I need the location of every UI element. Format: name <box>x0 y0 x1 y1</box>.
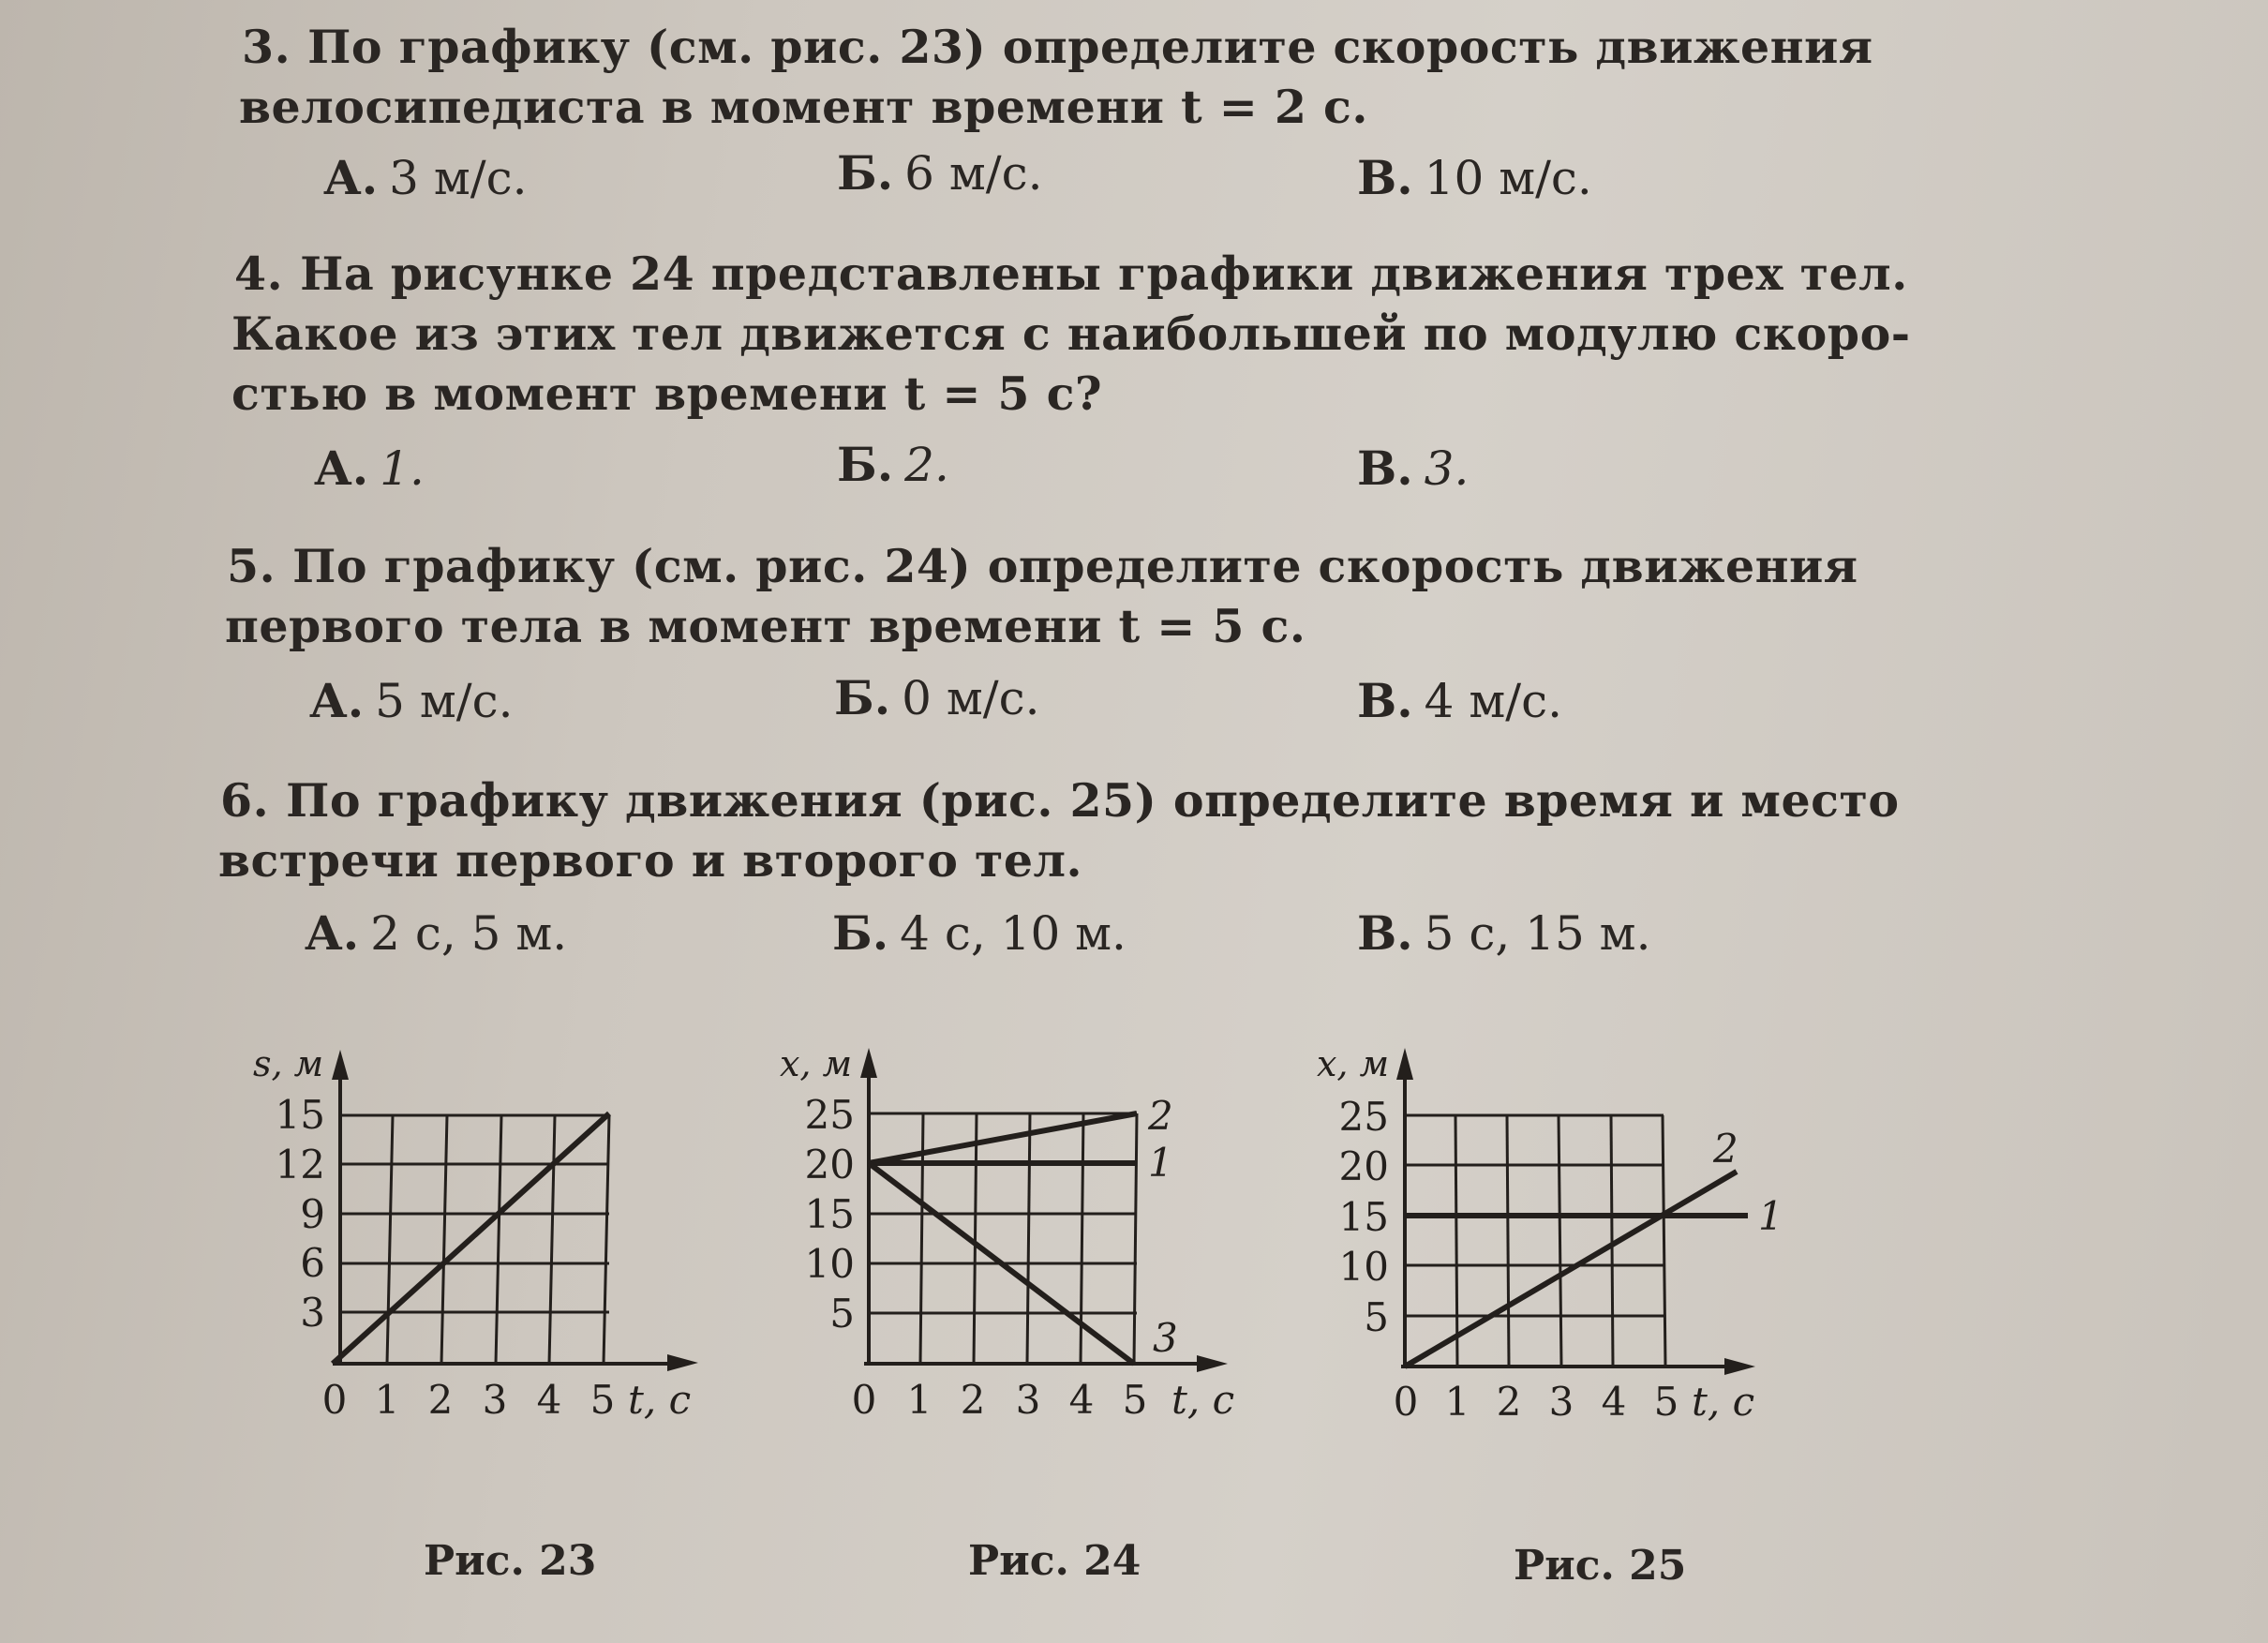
y-tick-labels <box>276 1092 325 1336</box>
svg-text:2: 2 <box>1148 1093 1173 1139</box>
svg-text:20: 20 <box>1338 1143 1389 1189</box>
svg-text:25: 25 <box>1338 1094 1389 1140</box>
option-b: Б. 6 м/с. <box>837 145 1043 201</box>
option-a: А. 1. <box>314 441 425 496</box>
svg-text:9: 9 <box>300 1191 325 1237</box>
x-axis-arrow-icon <box>1197 1355 1228 1372</box>
question-number: 5. <box>227 539 276 593</box>
svg-text:1: 1 <box>906 1377 933 1423</box>
svg-text:15: 15 <box>1338 1194 1389 1240</box>
svg-text:10: 10 <box>804 1241 855 1287</box>
question-4-line-3: стью в момент времени t = 5 с? <box>231 366 1103 421</box>
svg-text:1: 1 <box>1148 1140 1173 1186</box>
y-axis-label: x, м <box>1317 1043 1390 1084</box>
question-number: 6. <box>220 773 270 828</box>
y-axis-arrow-icon <box>860 1048 877 1078</box>
svg-text:2: 2 <box>1713 1126 1738 1172</box>
option-b: Б. 2. <box>837 437 949 492</box>
x-tick-labels <box>1394 1379 1679 1425</box>
figure-caption: Рис. 24 <box>968 1537 1141 1585</box>
question-4-line-1: 4. На рисунке 24 представлены графики движения трех тел. <box>234 246 1908 301</box>
svg-text:2: 2 <box>960 1377 986 1423</box>
svg-text:15: 15 <box>804 1191 855 1237</box>
grid <box>869 1113 1137 1364</box>
series-2-line <box>1405 1172 1737 1367</box>
x-axis-arrow-icon <box>667 1354 698 1371</box>
svg-text:3: 3 <box>1153 1315 1178 1361</box>
svg-text:4: 4 <box>1068 1377 1095 1423</box>
figure-23 <box>234 1031 768 1585</box>
option-b: Б. 4 с, 10 м. <box>832 905 1127 961</box>
chart-fig-25 <box>1312 1031 1874 1518</box>
series-2-line <box>869 1113 1137 1163</box>
figure-caption: Рис. 25 <box>1514 1542 1687 1590</box>
svg-text:3: 3 <box>482 1377 508 1423</box>
svg-text:2: 2 <box>1496 1379 1522 1425</box>
svg-text:1: 1 <box>1444 1379 1470 1425</box>
option-a: А. 5 м/с. <box>309 673 514 728</box>
series-line <box>333 1113 609 1364</box>
svg-text:15: 15 <box>275 1092 325 1138</box>
figure-caption: Рис. 23 <box>424 1537 597 1585</box>
x-axis-arrow-icon <box>1724 1358 1755 1375</box>
svg-text:3: 3 <box>300 1290 325 1336</box>
svg-text:2: 2 <box>427 1377 454 1423</box>
x-axis-label: t, с <box>1692 1379 1755 1425</box>
y-axis-label: s, м <box>253 1043 324 1084</box>
svg-text:25: 25 <box>804 1092 855 1138</box>
option-c: В. 10 м/с. <box>1357 150 1592 205</box>
option-c: В. 4 м/с. <box>1357 673 1563 728</box>
svg-text:10: 10 <box>1338 1244 1389 1290</box>
y-tick-labels <box>1339 1094 1389 1340</box>
x-axis-label: t, с <box>628 1377 692 1423</box>
svg-text:1: 1 <box>1758 1193 1783 1239</box>
series-labels <box>1147 1093 1178 1361</box>
x-tick-labels <box>852 1377 1148 1423</box>
y-axis-arrow-icon <box>1396 1048 1413 1080</box>
option-a: А. 3 м/с. <box>323 150 528 205</box>
question-number: 3. <box>242 20 291 74</box>
y-axis-label: x, м <box>780 1043 853 1084</box>
question-5-line-2: первого тела в момент времени t = 5 с. <box>225 599 1306 653</box>
svg-text:5: 5 <box>1122 1377 1148 1423</box>
question-number: 4. <box>234 246 284 301</box>
svg-text:4: 4 <box>1601 1379 1627 1425</box>
figure-25 <box>1312 1031 1874 1590</box>
svg-text:20: 20 <box>804 1142 855 1187</box>
question-6-line-2: встречи первого и второго тел. <box>218 833 1083 888</box>
svg-text:4: 4 <box>536 1377 562 1423</box>
svg-text:1: 1 <box>374 1377 400 1423</box>
question-3-line-2: велосипедиста в момент времени t = 2 с. <box>239 80 1368 134</box>
svg-text:0: 0 <box>851 1377 877 1423</box>
question-4-line-2: Какое из этих тел движется с наибольшей по модулю скоро- <box>231 306 1911 361</box>
option-a: А. 2 с, 5 м. <box>305 905 568 961</box>
svg-text:12: 12 <box>275 1142 325 1187</box>
svg-text:5: 5 <box>1364 1294 1389 1340</box>
y-axis-arrow-icon <box>332 1050 349 1080</box>
svg-text:5: 5 <box>589 1377 616 1423</box>
question-5-line-1: 5. По графику (см. рис. 24) определите скорость движения <box>227 539 1858 593</box>
svg-text:0: 0 <box>321 1377 348 1423</box>
chart-fig-24 <box>768 1031 1312 1518</box>
option-c: В. 3. <box>1357 441 1470 496</box>
question-3-line-1: 3. По графику (см. рис. 23) определите скорость движения <box>242 20 1873 74</box>
svg-text:5: 5 <box>829 1291 855 1337</box>
svg-text:6: 6 <box>300 1240 325 1286</box>
x-axis-label: t, с <box>1171 1377 1235 1423</box>
grid <box>1406 1115 1665 1366</box>
x-tick-labels <box>322 1377 616 1423</box>
figure-24 <box>768 1031 1312 1585</box>
svg-text:3: 3 <box>1548 1379 1574 1425</box>
svg-text:3: 3 <box>1015 1377 1041 1423</box>
question-6-line-1: 6. По графику движения (рис. 25) определите время и место <box>220 773 1900 828</box>
chart-fig-23 <box>234 1031 768 1518</box>
y-tick-labels <box>805 1092 855 1337</box>
svg-text:0: 0 <box>1393 1379 1419 1425</box>
option-b: Б. 0 м/с. <box>834 670 1040 725</box>
svg-text:5: 5 <box>1653 1379 1679 1425</box>
option-c: В. 5 с, 15 м. <box>1357 905 1651 961</box>
